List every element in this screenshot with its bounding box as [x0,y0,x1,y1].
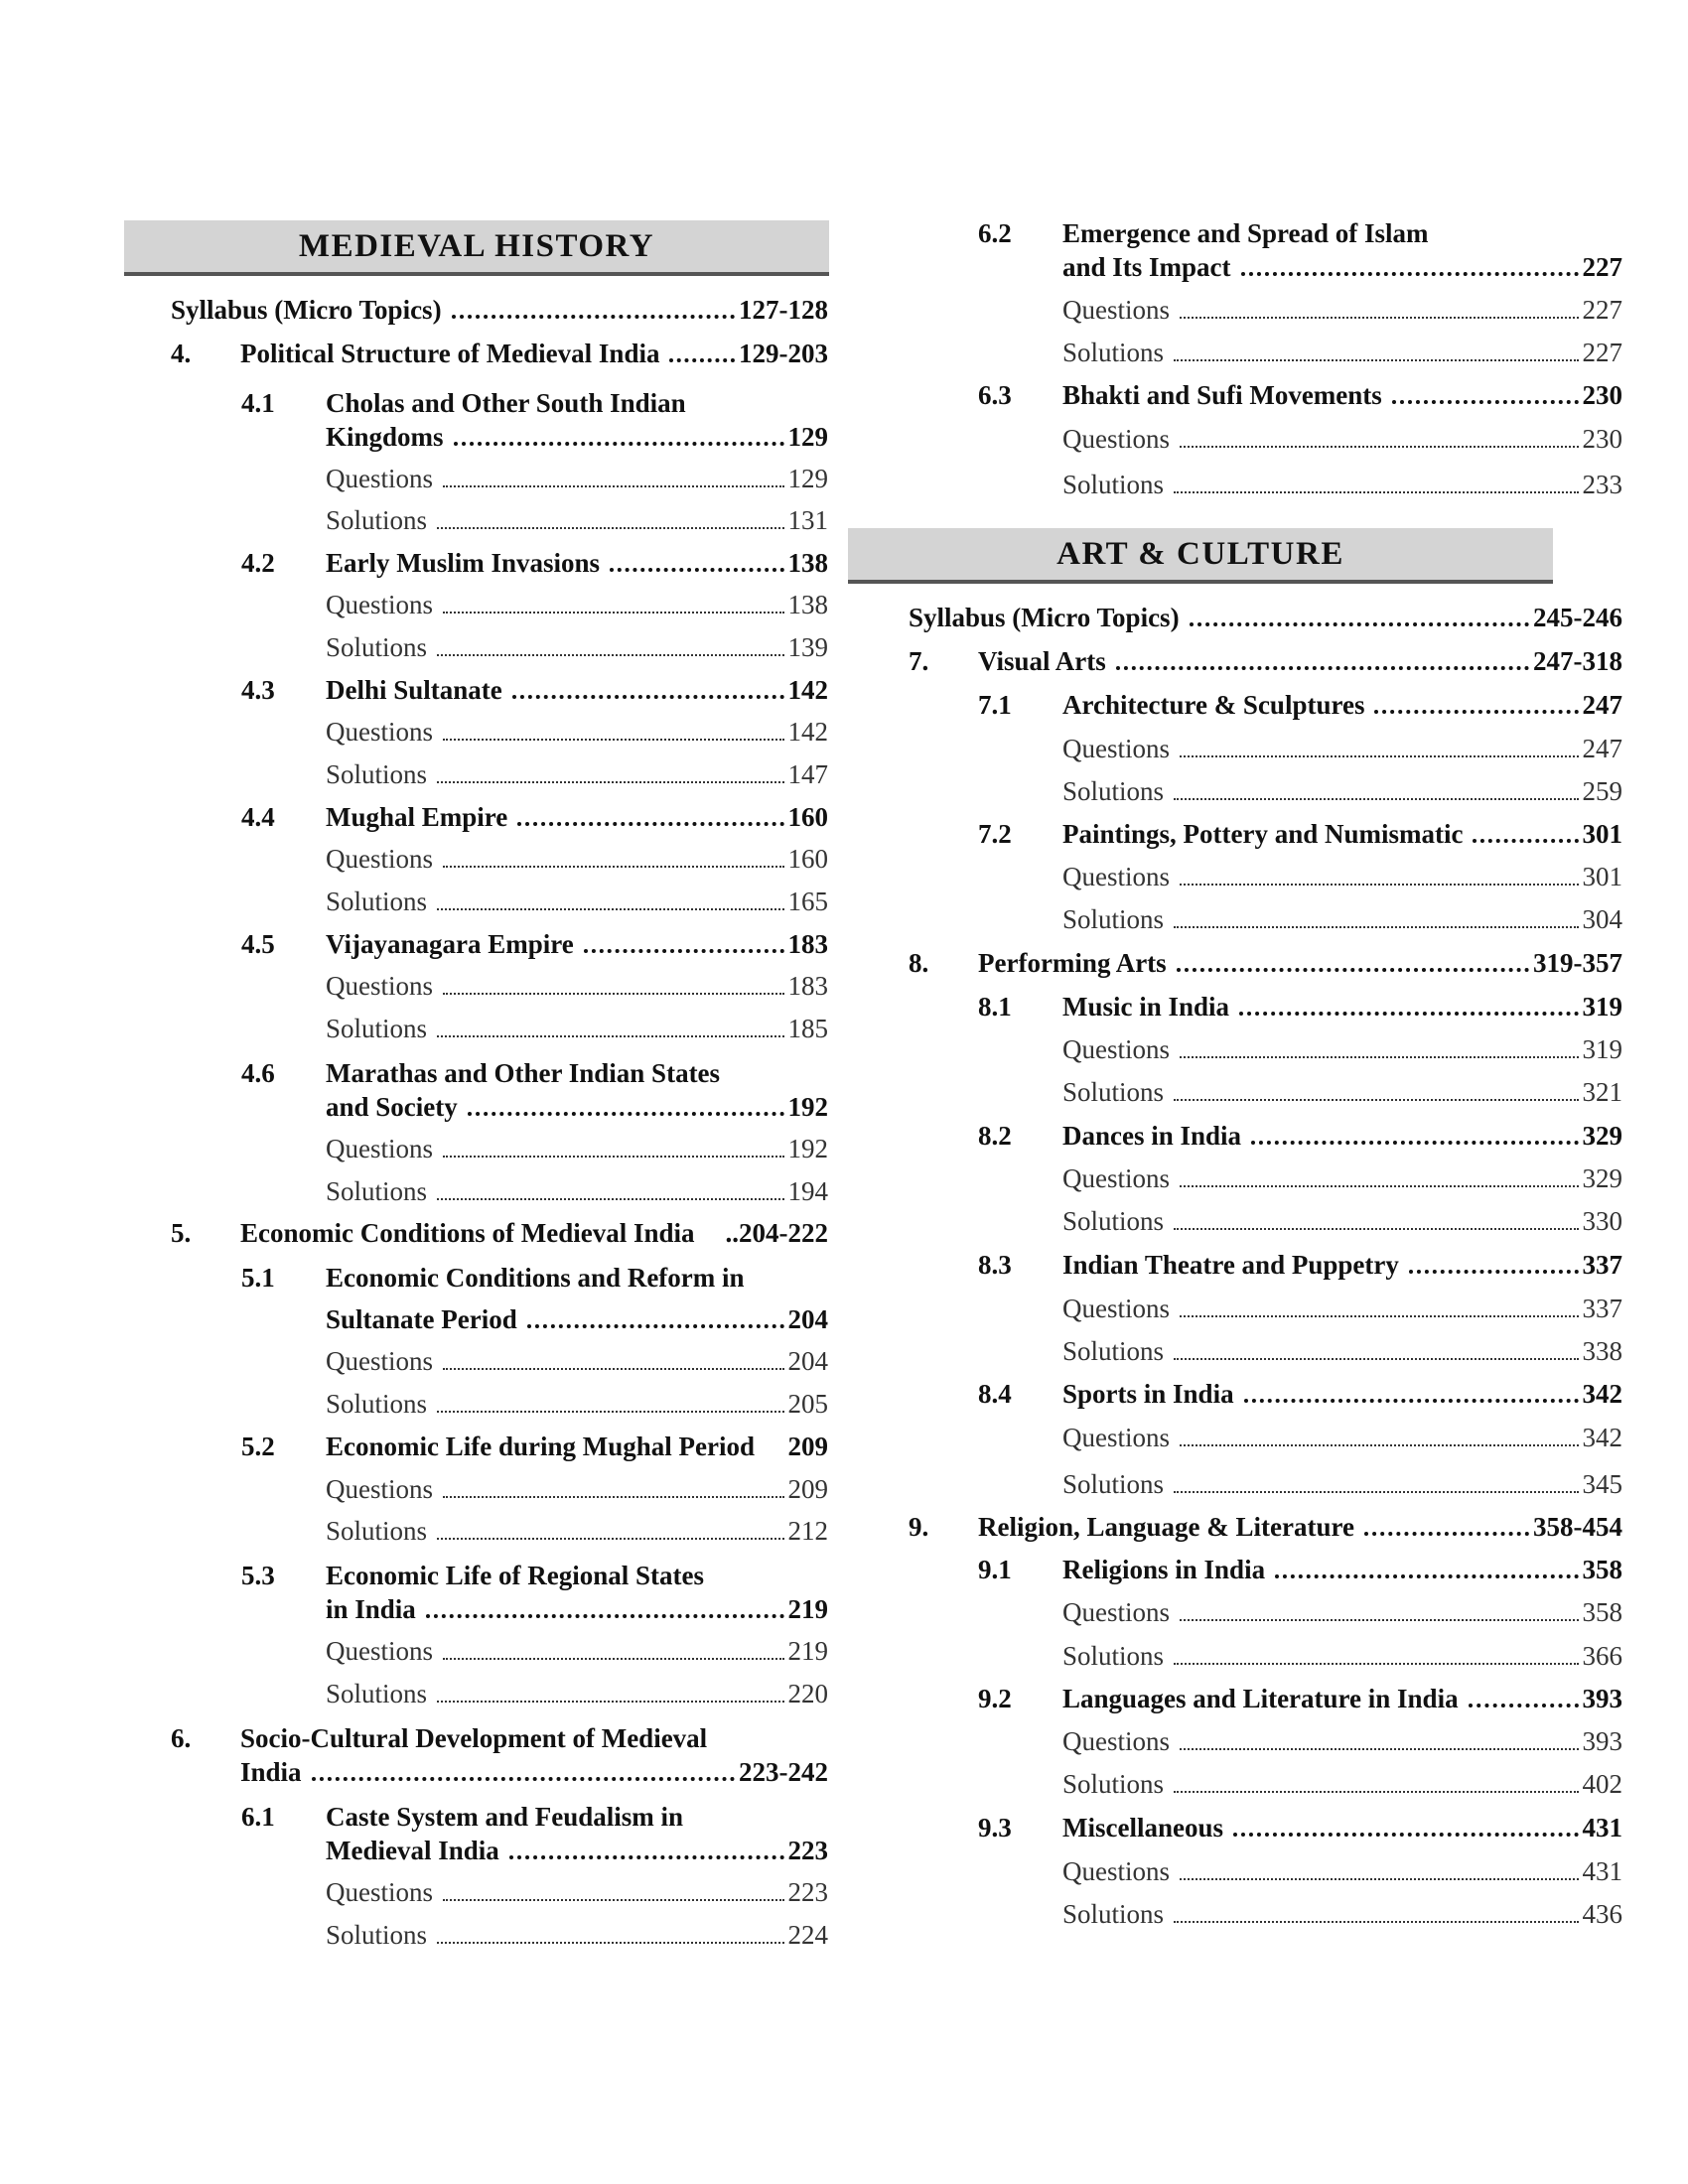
toc-solutions-7-2[interactable]: Solutions 304 [1062,904,1622,935]
toc-chapter-4[interactable]: 4. Political Structure of Medieval India 129-203 [171,339,828,369]
toc-section-5-1-title: 5.1 Economic Conditions and Reform in [241,1263,745,1293]
section-banner-medieval-history: MEDIEVAL HISTORY [124,220,829,276]
toc-section-8-3[interactable]: 8.3 Indian Theatre and Puppetry 337 [978,1250,1622,1281]
toc-section-4-5[interactable]: 4.5 Vijayanagara Empire 183 [241,929,828,960]
toc-solutions-8-3[interactable]: Solutions 338 [1062,1336,1622,1367]
toc-questions-8-2[interactable]: Questions 329 [1062,1163,1622,1194]
toc-solutions-6-1[interactable]: Solutions 224 [326,1920,828,1951]
toc-section-8-1[interactable]: 8.1 Music in India 319 [978,992,1622,1023]
toc-section-9-1[interactable]: 9.1 Religions in India 358 [978,1555,1622,1585]
toc-questions-5-2[interactable]: Questions 209 [326,1474,828,1505]
toc-section-4-4[interactable]: 4.4 Mughal Empire 160 [241,802,828,833]
toc-questions-6-3[interactable]: Questions 230 [1062,424,1622,455]
toc-questions-8-3[interactable]: Questions 337 [1062,1294,1622,1324]
section-banner-art-culture: ART & CULTURE [848,528,1553,584]
toc-syllabus[interactable]: Syllabus (Micro Topics) 127-128 [171,295,828,326]
toc-questions-5-1[interactable]: Questions 204 [326,1346,828,1377]
toc-chapter-8[interactable]: 8. Performing Arts 319-357 [909,948,1622,979]
toc-chapter-7[interactable]: 7. Visual Arts 247-318 [909,646,1622,677]
toc-section-5-3[interactable]: in India 219 [326,1594,828,1625]
toc-solutions-8-4[interactable]: Solutions 345 [1062,1469,1622,1500]
toc-section-7-2[interactable]: 7.2 Paintings, Pottery and Numismatic 301 [978,819,1622,850]
toc-section-5-2[interactable]: 5.2 Economic Life during Mughal Period 209 [241,1432,828,1462]
toc-questions-8-4[interactable]: Questions 342 [1062,1423,1622,1453]
toc-solutions-5-1[interactable]: Solutions 205 [326,1389,828,1420]
toc-section-4-6-title: 4.6 Marathas and Other Indian States [241,1058,721,1088]
toc-solutions-6-2[interactable]: Solutions 227 [1062,338,1622,368]
toc-questions-4-4[interactable]: Questions 160 [326,844,828,875]
toc-solutions-4-6[interactable]: Solutions 194 [326,1176,828,1207]
toc-questions-4-5[interactable]: Questions 183 [326,971,828,1002]
toc-solutions-4-3[interactable]: Solutions 147 [326,759,828,790]
toc-questions-7-1[interactable]: Questions 247 [1062,734,1622,764]
toc-solutions-4-4[interactable]: Solutions 165 [326,887,828,917]
toc-questions-4-1[interactable]: Questions 129 [326,464,828,494]
toc-solutions-5-3[interactable]: Solutions 220 [326,1679,828,1709]
toc-solutions-5-2[interactable]: Solutions 212 [326,1516,828,1547]
toc-solutions-9-3[interactable]: Solutions 436 [1062,1899,1622,1930]
toc-section-6-2[interactable]: and Its Impact 227 [1062,252,1622,283]
toc-section-4-1-title: 4.1 Cholas and Other South Indian [241,388,686,418]
toc-chapter-6-title: 6. Socio-Cultural Development of Medieval [171,1723,708,1753]
toc-questions-8-1[interactable]: Questions 319 [1062,1034,1622,1065]
toc-questions-6-1[interactable]: Questions 223 [326,1877,828,1908]
toc-questions-4-6[interactable]: Questions 192 [326,1134,828,1164]
toc-section-7-1[interactable]: 7.1 Architecture & Sculptures 247 [978,690,1622,721]
toc-section-9-3[interactable]: 9.3 Miscellaneous 431 [978,1813,1622,1843]
toc-section-6-2-title: 6.2 Emergence and Spread of Islam [978,218,1429,248]
toc-solutions-4-5[interactable]: Solutions 185 [326,1014,828,1044]
toc-solutions-8-1[interactable]: Solutions 321 [1062,1077,1622,1108]
toc-section-8-4[interactable]: 8.4 Sports in India 342 [978,1379,1622,1410]
toc-section-5-1[interactable]: Sultanate Period 204 [326,1304,828,1335]
toc-chapter-6[interactable]: India 223-242 [240,1757,828,1788]
toc-questions-4-3[interactable]: Questions 142 [326,717,828,748]
toc-solutions-4-1[interactable]: Solutions 131 [326,505,828,536]
toc-solutions-6-3[interactable]: Solutions 233 [1062,470,1622,500]
toc-solutions-9-1[interactable]: Solutions 366 [1062,1641,1622,1672]
toc-syllabus-art[interactable]: Syllabus (Micro Topics) 245-246 [909,603,1622,633]
toc-section-8-2[interactable]: 8.2 Dances in India 329 [978,1121,1622,1152]
toc-questions-5-3[interactable]: Questions 219 [326,1636,828,1667]
toc-section-9-2[interactable]: 9.2 Languages and Literature in India 393 [978,1684,1622,1714]
toc-questions-9-2[interactable]: Questions 393 [1062,1726,1622,1757]
toc-section-4-1[interactable]: Kingdoms 129 [326,422,828,453]
toc-section-5-3-title: 5.3 Economic Life of Regional States [241,1561,704,1590]
toc-questions-4-2[interactable]: Questions 138 [326,590,828,620]
toc-section-6-3[interactable]: 6.3 Bhakti and Sufi Movements 230 [978,380,1622,411]
toc-questions-6-2[interactable]: Questions 227 [1062,295,1622,326]
toc-chapter-9[interactable]: 9. Religion, Language & Literature 358-454 [909,1512,1622,1543]
toc-questions-9-3[interactable]: Questions 431 [1062,1856,1622,1887]
toc-solutions-8-2[interactable]: Solutions 330 [1062,1206,1622,1237]
toc-solutions-9-2[interactable]: Solutions 402 [1062,1769,1622,1800]
toc-section-4-6[interactable]: and Society 192 [326,1092,828,1123]
toc-section-4-2[interactable]: 4.2 Early Muslim Invasions 138 [241,548,828,579]
toc-questions-9-1[interactable]: Questions 358 [1062,1597,1622,1628]
toc-solutions-4-2[interactable]: Solutions 139 [326,632,828,663]
toc-section-6-1[interactable]: Medieval India 223 [326,1836,828,1866]
toc-section-6-1-title: 6.1 Caste System and Feudalism in [241,1802,684,1832]
toc-questions-7-2[interactable]: Questions 301 [1062,862,1622,892]
toc-section-4-3[interactable]: 4.3 Delhi Sultanate 142 [241,675,828,706]
toc-chapter-5[interactable]: 5. Economic Conditions of Medieval India ..204-222 [171,1218,828,1249]
toc-solutions-7-1[interactable]: Solutions 259 [1062,776,1622,807]
